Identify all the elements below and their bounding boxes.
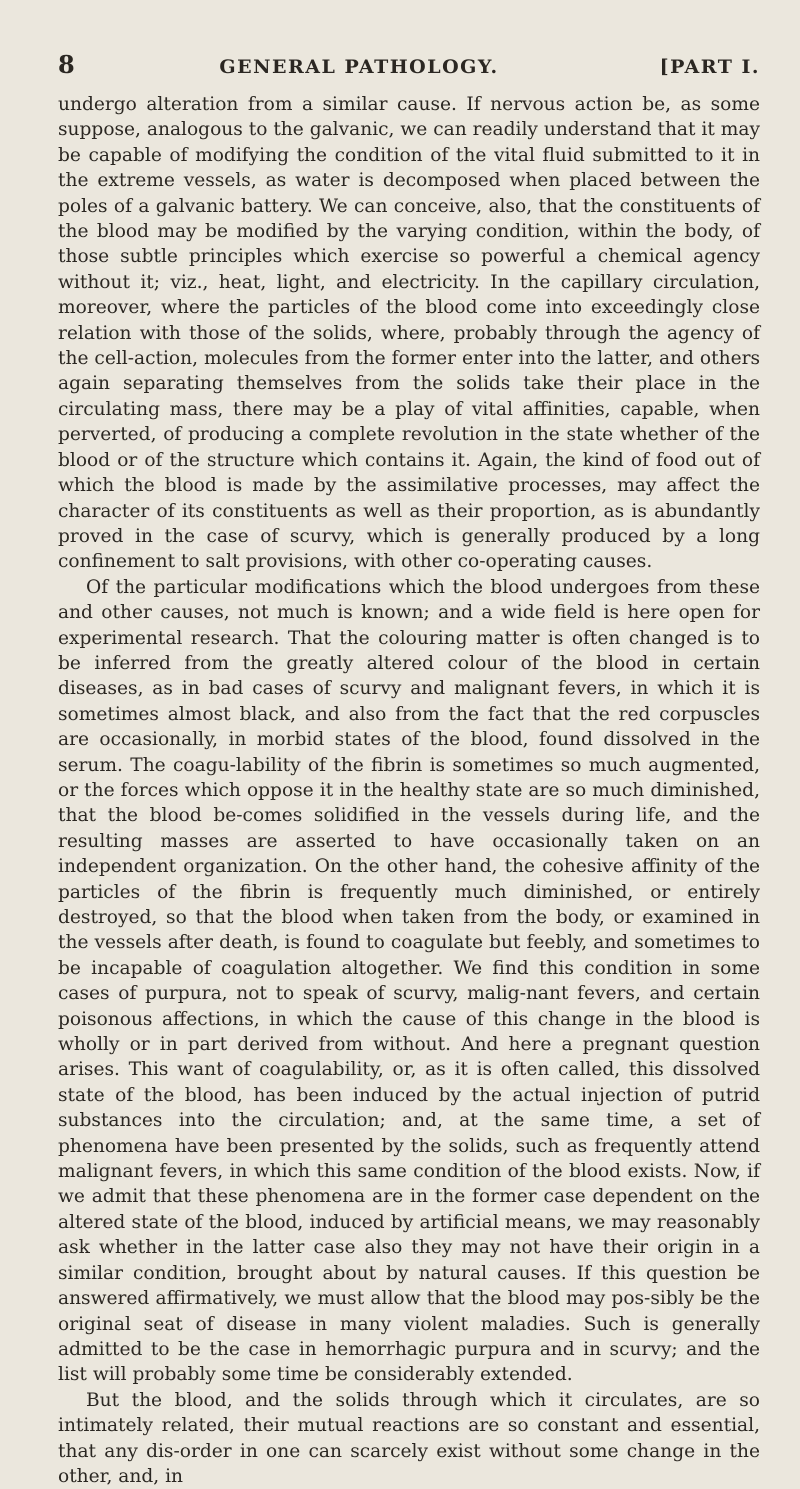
page-number: 8 [58,50,75,79]
running-title: GENERAL PATHOLOGY. [219,56,499,78]
part-label: [PART I. [659,56,760,78]
body-text [58,92,760,1489]
paragraph-continued: undergo alteration from a similar cause. If nervous action be, as some suppose, analogous to the galvanic, we can readily understand that it may be capable of modifying the condition of the vital fluid submitted to it in the extreme vessels, as water is decomposed when placed between the poles of a galvanic battery. We can conceive, also, that the constituents of the blood may be modified by the varying condition, within the body, of those subtle principles which exercise so powerful a chemical agency without it; viz., heat, light, and electricity. In the capillary circulation, moreover, where the particles of the blood come into exceedingly close relation with those of the solids, where, probably through the agency of the cell-action, molecules from the former enter into the latter, and others again separating themselves from the solids take their place in the circulating mass, there may be a play of vital affinities, capable, when perverted, of producing a complete revolution in the state whether of the blood or of the structure which contains it. Again, the kind of food out of which the blood is made by the assimilative processes, may affect the character of its constituents as well as their proportion, as is abundantly proved in the case of scurvy, which is generally produced by a long confinement to salt provisions, with other co-operating causes. [58,94,760,573]
paragraph-blood-and-solids: But the blood, and the solids through which it circulates, are so intimately related, their mutual reactions are so constant and essential, that any dis-order in one can scarcely exist without some change in the other, and, in [58,1389,760,1487]
running-header [58,50,760,90]
paragraph-blood-modifications: Of the particular modifications which the blood undergoes from these and other causes, not much is known; and a wide field is here open for experimental research. That the colouring matter is often changed is to be inferred from the greatly altered colour of the blood in certain diseases, as in bad cases of scurvy and malignant fevers, in which it is sometimes almost black, and also from the fact that the red corpuscles are occasionally, in morbid states of the blood, found dissolved in the serum. The coagu-lability of the fibrin is sometimes so much augmented, or the forces which oppose it in the healthy state are so much diminished, that the blood be-comes solidified in the vessels during life, and the resulting masses are asserted to have occasionally taken on an independent organization. On the other hand, the cohesive affinity of the particles of the fibrin is frequently much diminished, or entirely destroyed, so that the blood when taken from the body, or examined in the vessels after death, is found to coagulate but feebly, and sometimes to be incapable of coagulation altogether. We find this condition in some cases of purpura, not to speak of scurvy, malig-nant fevers, and certain poisonous affections, in which the cause of this change in the blood is wholly or in part derived from without. And here a pregnant question arises. This want of coagulability, or, as it is often called, this dissolved state of the blood, has been induced by the actual injection of putrid substances into the circulation; and, at the same time, a set of phenomena have been presented by the solids, such as frequently attend malignant fevers, in which this same condition of the blood exists. Now, if we admit that these phenomena are in the former case dependent on the altered state of the blood, induced by artificial means, we may reasonably ask whether in the latter case also they may not have their origin in a similar condition, brought about by natural causes. If this question be answered affirmatively, we must allow that the blood may pos-sibly be the original seat of disease in many violent maladies. Such is generally admitted to be the case in hemorrhagic purpura and in scurvy; and the list will probably some time be considerably extended. [58,576,760,1386]
